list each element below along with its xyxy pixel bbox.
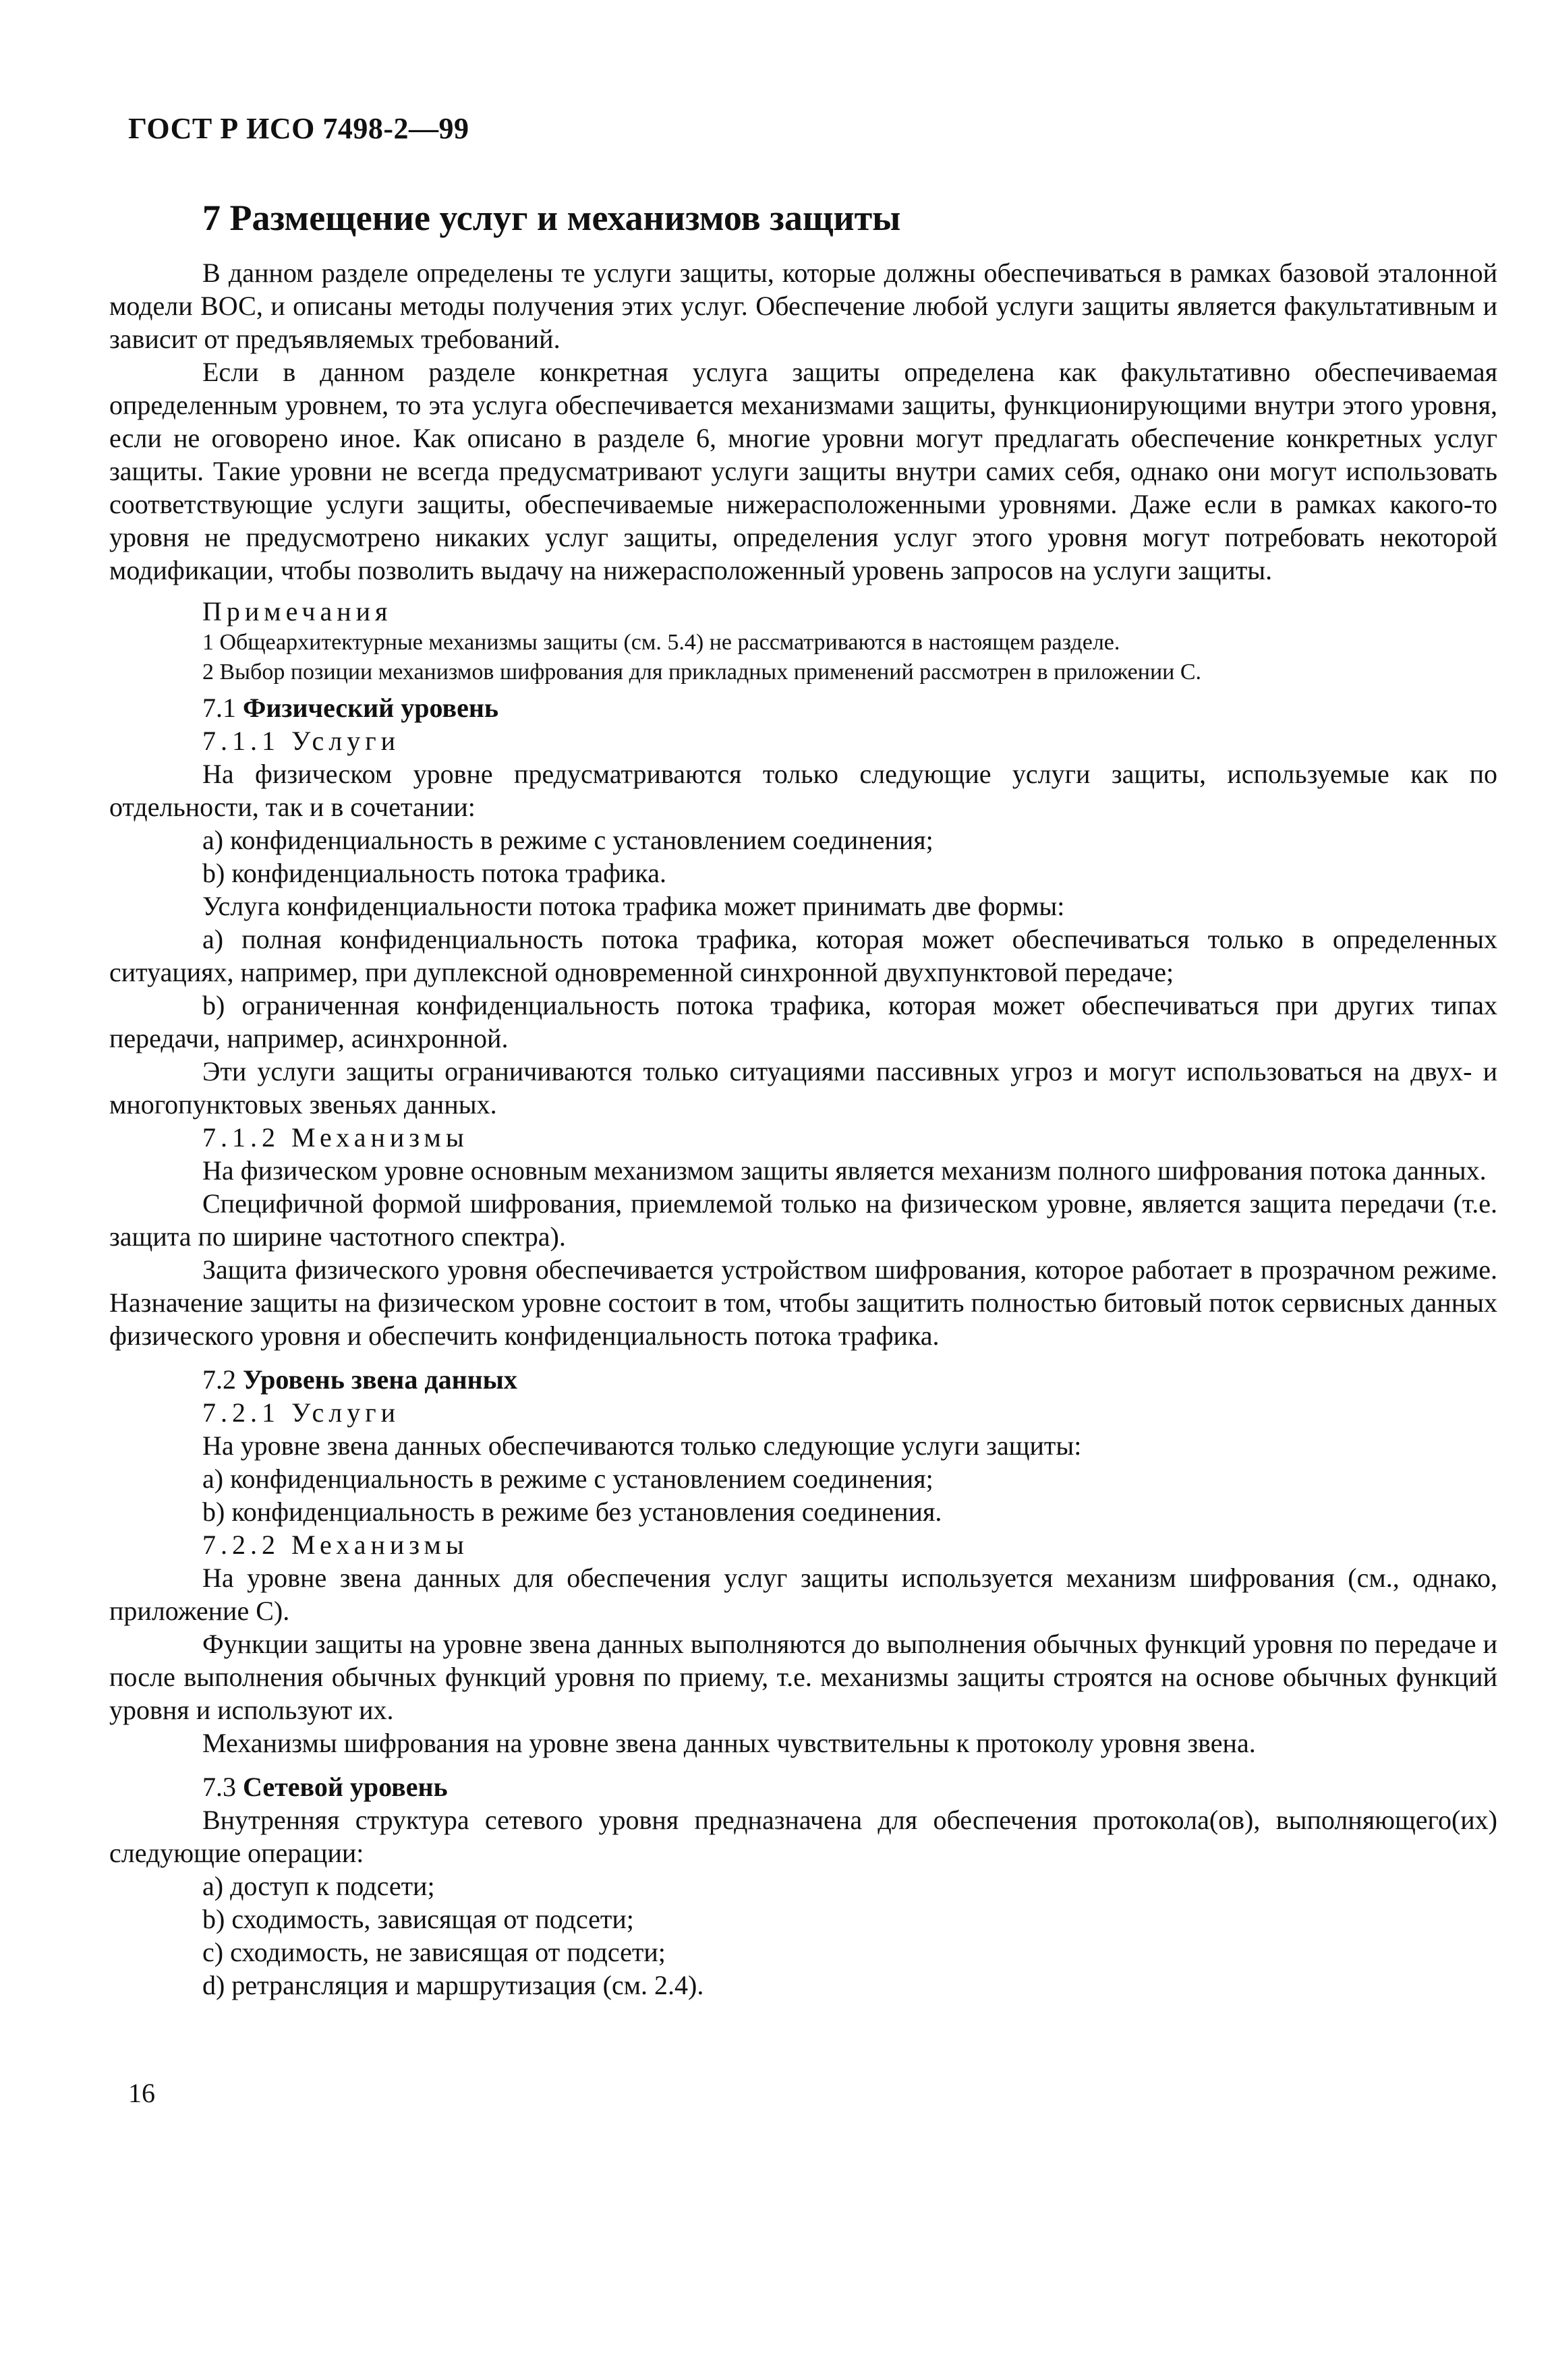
list-item: b) ограниченная конфиденциальность потока трафика, которая может обеспечиваться при других типах передачи, например, асинхронной. — [109, 990, 1497, 1053]
list-item: b) конфиденциальность в режиме без установления соединения. — [202, 1497, 942, 1527]
subsection-number: 7.3 — [202, 1772, 236, 1802]
list-item: b) конфиденциальность потока трафика. — [202, 858, 667, 888]
list-item: a) конфиденциальность в режиме с установлением соединения; — [202, 1463, 933, 1494]
list-item: c) сходимость, не зависящая от подсети; — [202, 1937, 666, 1967]
subsection-heading-7-3 — [202, 1770, 1497, 1803]
running-header: ГОСТ Р ИСО 7498-2—99 — [128, 112, 469, 145]
paragraph-limits: Эти услуги защиты ограничиваются только ситуациями пассивных угроз и могут использоваться на двух- и многопунктовых звеньях данных. — [109, 1056, 1497, 1120]
subsection-number: 7.1 — [202, 693, 236, 723]
paragraph: Специфичной формой шифрования, приемлемой только на физическом уровне, является защита передачи (т.е. защита по ширине частотного спектра). — [109, 1188, 1497, 1252]
note-2: 2 Выбор позиции механизмов шифрования для прикладных применений рассмотрен в приложении С. — [202, 660, 1202, 685]
paragraph-optional-services: Если в данном разделе конкретная услуга защиты определена как факультативно обеспечиваемая определенным уровнем, то эта услуга обеспечивается механизмами защиты, функционирующими внутри этого уровня, если не оговорено иное. Как описано в разделе 6, многие уровни могут предлагать обеспечение конкретных услуг защиты. Такие уровни не всегда предусматривают услуги защиты внутри самих себя, однако они могут использовать соответствующие услуги защиты, обеспечиваемые нижерасположенными уровнями. Даже если в рамках какого-то уровня не предусмотрено никаких услуг защиты, определения услуг этого уровня могут потребовать некоторой модификации, чтобы позволить выдачу на нижерасположенный уровень запросов на услуги защиты. — [109, 357, 1497, 585]
list-item: a) конфиденциальность в режиме с установлением соединения; — [202, 825, 933, 855]
paragraph: Механизмы шифрования на уровне звена данных чувствительны к протоколу уровня звена. — [202, 1728, 1256, 1758]
services-heading-7-1-1: 7.1.1 Услуги — [202, 726, 401, 756]
services-intro: На физическом уровне предусматриваются только следующие услуги защиты, используемые как по отдельности, так и в сочетании: — [109, 759, 1497, 822]
subsection-number: 7.2 — [202, 1364, 236, 1395]
page-number: 16 — [128, 2078, 155, 2108]
services-heading-7-2-1: 7.2.1 Услуги — [202, 1397, 401, 1428]
list-item: a) доступ к подсети; — [202, 1871, 435, 1901]
paragraph: На физическом уровне основным механизмом защиты является механизм полного шифрования потока данных. — [202, 1155, 1487, 1186]
paragraph: Защита физического уровня обеспечивается устройством шифрования, которое работает в прозрачном режиме. Назначение защиты на физическом уровне состоит в том, чтобы защитить полностью битовый поток сервисных данных физического уровня и обеспечить конфиденциальность потока трафика. — [109, 1254, 1497, 1351]
mechanisms-heading-7-1-2: 7.1.2 Механизмы — [202, 1122, 469, 1153]
paragraph-intro: В данном разделе определены те услуги защиты, которые должны обеспечиваться в рамках базовой эталонной модели ВОС, и описаны методы получения этих услуг. Обеспечение любой услуги защиты является факультативным и зависит от предъявляемых требований. — [109, 258, 1497, 354]
subsection-title: Физический уровень — [243, 693, 499, 723]
services-intro: На уровне звена данных обеспечиваются только следующие услуги защиты: — [202, 1430, 1082, 1461]
subsection-heading-7-1 — [202, 691, 1497, 724]
mechanisms-heading-7-2-2: 7.2.2 Механизмы — [202, 1530, 469, 1560]
paragraph: На уровне звена данных для обеспечения услуг защиты используется механизм шифрования (см., однако, приложение С). — [109, 1563, 1497, 1626]
subsection-title: Уровень звена данных — [243, 1364, 517, 1395]
subsection-title: Сетевой уровень — [243, 1772, 448, 1802]
paragraph-network-intro: Внутренняя структура сетевого уровня предназначена для обеспечения протокола(ов), выполняющего(их) следующие операции: — [109, 1805, 1497, 1868]
list-item: d) ретрансляция и маршрутизация (см. 2.4). — [202, 1970, 704, 2000]
list-item: a) полная конфиденциальность потока трафика, которая может обеспечиваться только в определенных ситуациях, например, при дуплексной одновременной синхронной двухпунктовой передаче; — [109, 924, 1497, 987]
body-column — [109, 196, 1497, 2002]
subsection-heading-7-2 — [202, 1363, 1497, 1396]
forms-intro: Услуга конфиденциальности потока трафика может принимать две формы: — [202, 891, 1065, 921]
note-1: 1 Общеархитектурные механизмы защиты (см. 5.4) не рассматриваются в настоящем разделе. — [202, 630, 1120, 655]
list-item: b) сходимость, зависящая от подсети; — [202, 1904, 634, 1934]
paragraph: Функции защиты на уровне звена данных выполняются до выполнения обычных функций уровня по передаче и после выполнения обычных функций уровня по приему, т.е. механизмы защиты строятся на основе обычных функций уровня и используют их. — [109, 1629, 1497, 1725]
notes-title: Примечания — [202, 596, 393, 627]
section-title: 7 Размещение услуг и механизмов защиты — [202, 198, 901, 238]
